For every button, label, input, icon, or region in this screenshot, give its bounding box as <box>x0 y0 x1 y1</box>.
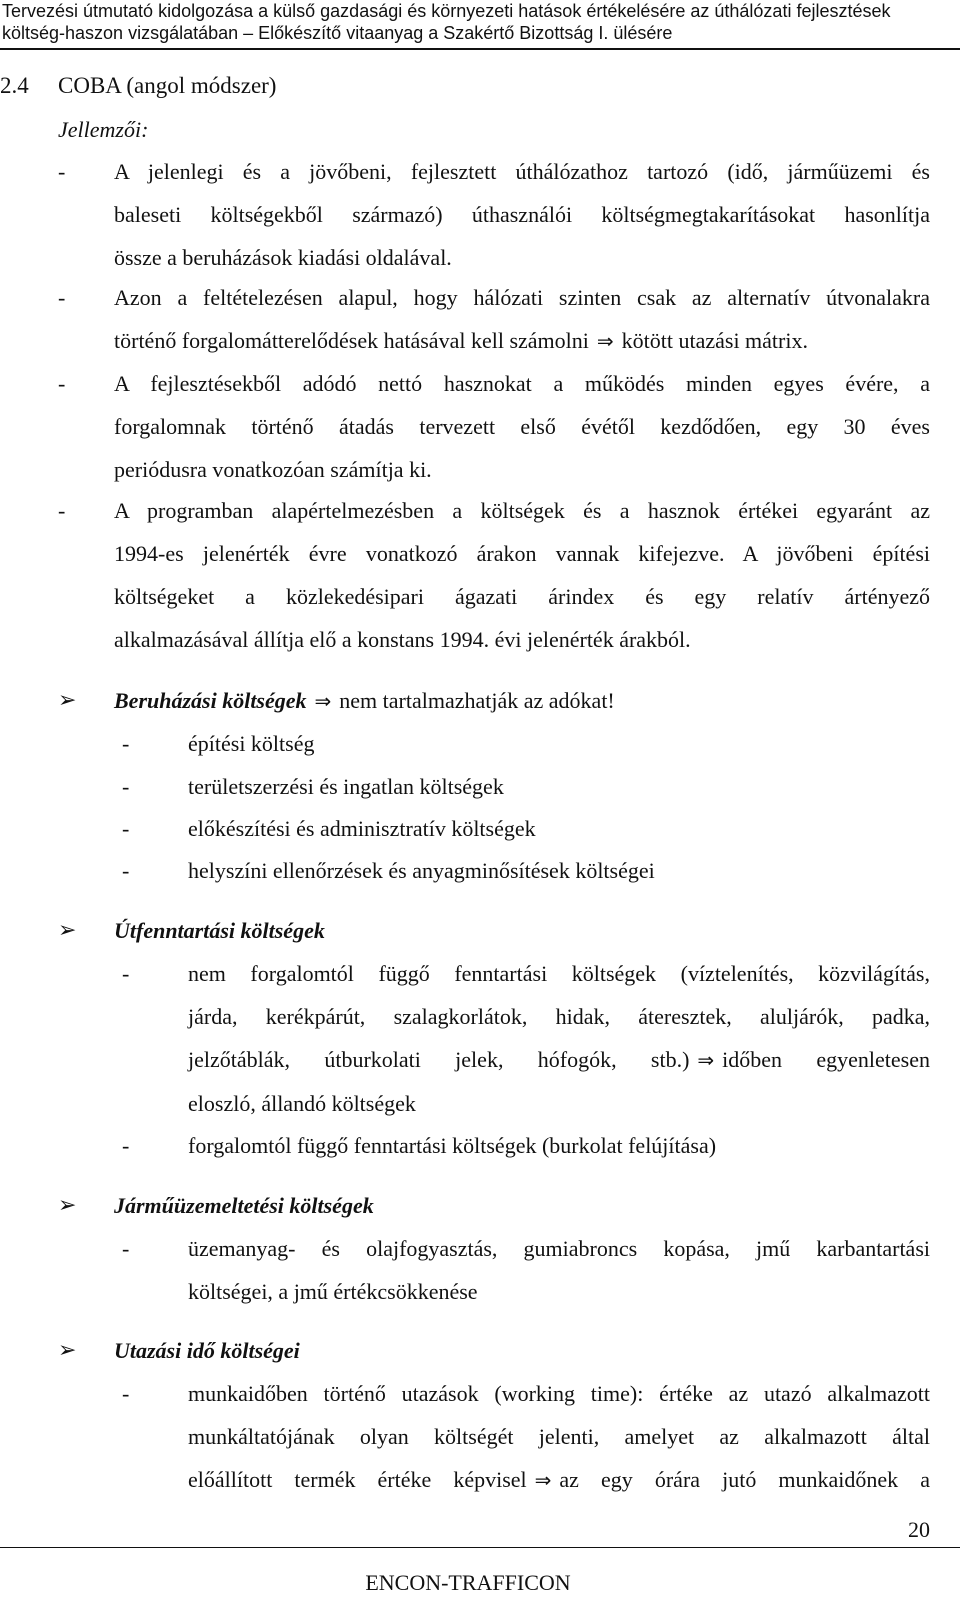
heading-text <box>114 916 325 946</box>
text-line: A jelenlegi és a jövőbeni, fejlesztett úthálózathoz tartozó (idő, járműüzemi és <box>114 159 930 184</box>
text-line: 1994-es jelenérték évre vonatkozó árakon vannak kifejezve. A jövőbeni építési <box>114 541 930 566</box>
dash-marker: - <box>122 858 130 883</box>
dash-marker: - <box>58 285 66 310</box>
arrowhead-bullet-icon: ➢ <box>58 918 77 943</box>
text-segment: jelzőtáblák, útburkolati jelek, hófogók, stb.) <box>188 1047 690 1072</box>
implies-arrow-icon: ⇒ <box>534 1468 552 1492</box>
section-title: COBA (angol módszer) <box>58 73 277 98</box>
heading-note: nem tartalmazhatják az adókat! <box>339 688 615 713</box>
running-header <box>0 0 960 44</box>
arrowhead-bullet-icon: ➢ <box>58 688 77 713</box>
section-heading <box>0 72 276 100</box>
list-item-text: előkészítési és adminisztratív költségek <box>188 816 536 841</box>
text-line: periódusra vonatkozóan számítja ki. <box>114 457 432 482</box>
characteristic-text <box>114 489 930 661</box>
implies-arrow-icon: ⇒ <box>314 689 332 713</box>
text-line: A fejlesztésekből adódó nettó hasznokat a működés minden egyes évére, a <box>114 371 930 396</box>
arrowhead-bullet-icon: ➢ <box>58 1193 77 1218</box>
text-segment: történő forgalomátterelődések hatásával kell számolni <box>114 328 589 353</box>
section-subtitle: Jellemzői: <box>58 117 149 142</box>
characteristic-text <box>114 150 930 279</box>
list-item-text: helyszíni ellenőrzések és anyagminősítések költségei <box>188 858 655 883</box>
text-line: A programban alapértelmezésben a költségek és a hasznok értékei egyaránt az <box>114 498 930 523</box>
text-segment: időben egyenletesen <box>722 1047 930 1072</box>
dash-marker: - <box>122 961 130 986</box>
heading-title: Utazási idő költségei <box>114 1338 300 1363</box>
text-line: üzemanyag- és olajfogyasztás, gumiabroncs kopása, jmű karbantartási <box>188 1236 930 1261</box>
heading-title: Útfenntartási költségek <box>114 918 325 943</box>
text-line: költségei, a jmű értékcsökkenése <box>188 1279 478 1304</box>
header-line-2: költség-haszon vizsgálatában – Előkészítő vitaanyag a Szakértő Bizottság I. ülésére <box>2 23 673 43</box>
list-item-text <box>188 1372 930 1502</box>
dash-marker: - <box>122 1236 130 1261</box>
text-line <box>114 319 930 363</box>
heading-title: Beruházási költségek <box>114 688 307 713</box>
list-item-text: építési költség <box>188 731 315 756</box>
text-line: alkalmazásával állítja elő a konstans 1994. évi jelenérték árakból. <box>114 627 691 652</box>
text-line: járda, kerékpárút, szalagkorlátok, hidak, áteresztek, aluljárók, padka, <box>188 1004 930 1029</box>
text-line: össze a beruházások kiadási oldalával. <box>114 245 452 270</box>
dash-marker: - <box>122 816 130 841</box>
heading-title: Járműüzemeltetési költségek <box>114 1193 374 1218</box>
section-number: 2.4 <box>0 73 29 98</box>
header-line-1: Tervezési útmutató kidolgozása a külső gazdasági és környezeti hatások értékelésére az úthálózati fejlesztések <box>2 1 891 21</box>
dash-marker: - <box>122 731 130 756</box>
list-item-text: területszerzési és ingatlan költségek <box>188 774 504 799</box>
text-line: eloszló, állandó költségek <box>188 1091 416 1116</box>
dash-marker: - <box>122 1133 130 1158</box>
characteristic-text <box>114 362 930 491</box>
implies-arrow-icon: ⇒ <box>596 329 614 353</box>
text-line: nem forgalomtól függő fenntartási költségek (víztelenítés, közvilágítás, <box>188 961 930 986</box>
page-number: 20 <box>908 1517 930 1542</box>
arrowhead-bullet-icon: ➢ <box>58 1338 77 1363</box>
text-segment: előállított termék értéke képvisel <box>188 1467 527 1492</box>
dash-marker: - <box>58 498 66 523</box>
heading-text <box>114 1336 300 1366</box>
list-item-text <box>188 1227 930 1313</box>
dash-marker: - <box>58 371 66 396</box>
text-line: Azon a feltételezésen alapul, hogy hálózati szinten csak az alternatív útvonalakra <box>114 285 930 310</box>
implies-arrow-icon: ⇒ <box>697 1048 715 1072</box>
text-line: költségeket a közlekedésipari ágazati árindex és egy relatív ártényező <box>114 584 930 609</box>
text-line: munkaidőben történő utazások (working time): értéke az utazó alkalmazott <box>188 1381 930 1406</box>
list-item-text <box>188 952 930 1125</box>
text-segment: az egy órára jutó munkaidőnek a <box>559 1467 930 1492</box>
characteristic-text <box>114 276 930 363</box>
heading-text <box>114 1191 374 1221</box>
dash-marker: - <box>122 774 130 799</box>
text-line <box>188 1458 930 1502</box>
heading-text <box>114 686 615 716</box>
dash-marker: - <box>58 159 66 184</box>
text-line: baleseti költségekből származó) úthasználói költségmegtakarításokat hasonlítja <box>114 202 930 227</box>
text-line <box>188 1038 930 1082</box>
footer-organization: ENCON-TRAFFICON <box>365 1570 571 1595</box>
dash-marker: - <box>122 1381 130 1406</box>
text-segment: kötött utazási mátrix. <box>621 328 808 353</box>
text-line: forgalomnak történő átadás tervezett első évétől kezdődően, egy 30 éves <box>114 414 930 439</box>
footer-rule <box>0 1547 960 1548</box>
header-rule <box>0 48 960 50</box>
text-line: munkáltatójának olyan költségét jelenti, amelyet az alkalmazott által <box>188 1424 930 1449</box>
list-item-text: forgalomtól függő fenntartási költségek (burkolat felújítása) <box>188 1133 717 1158</box>
